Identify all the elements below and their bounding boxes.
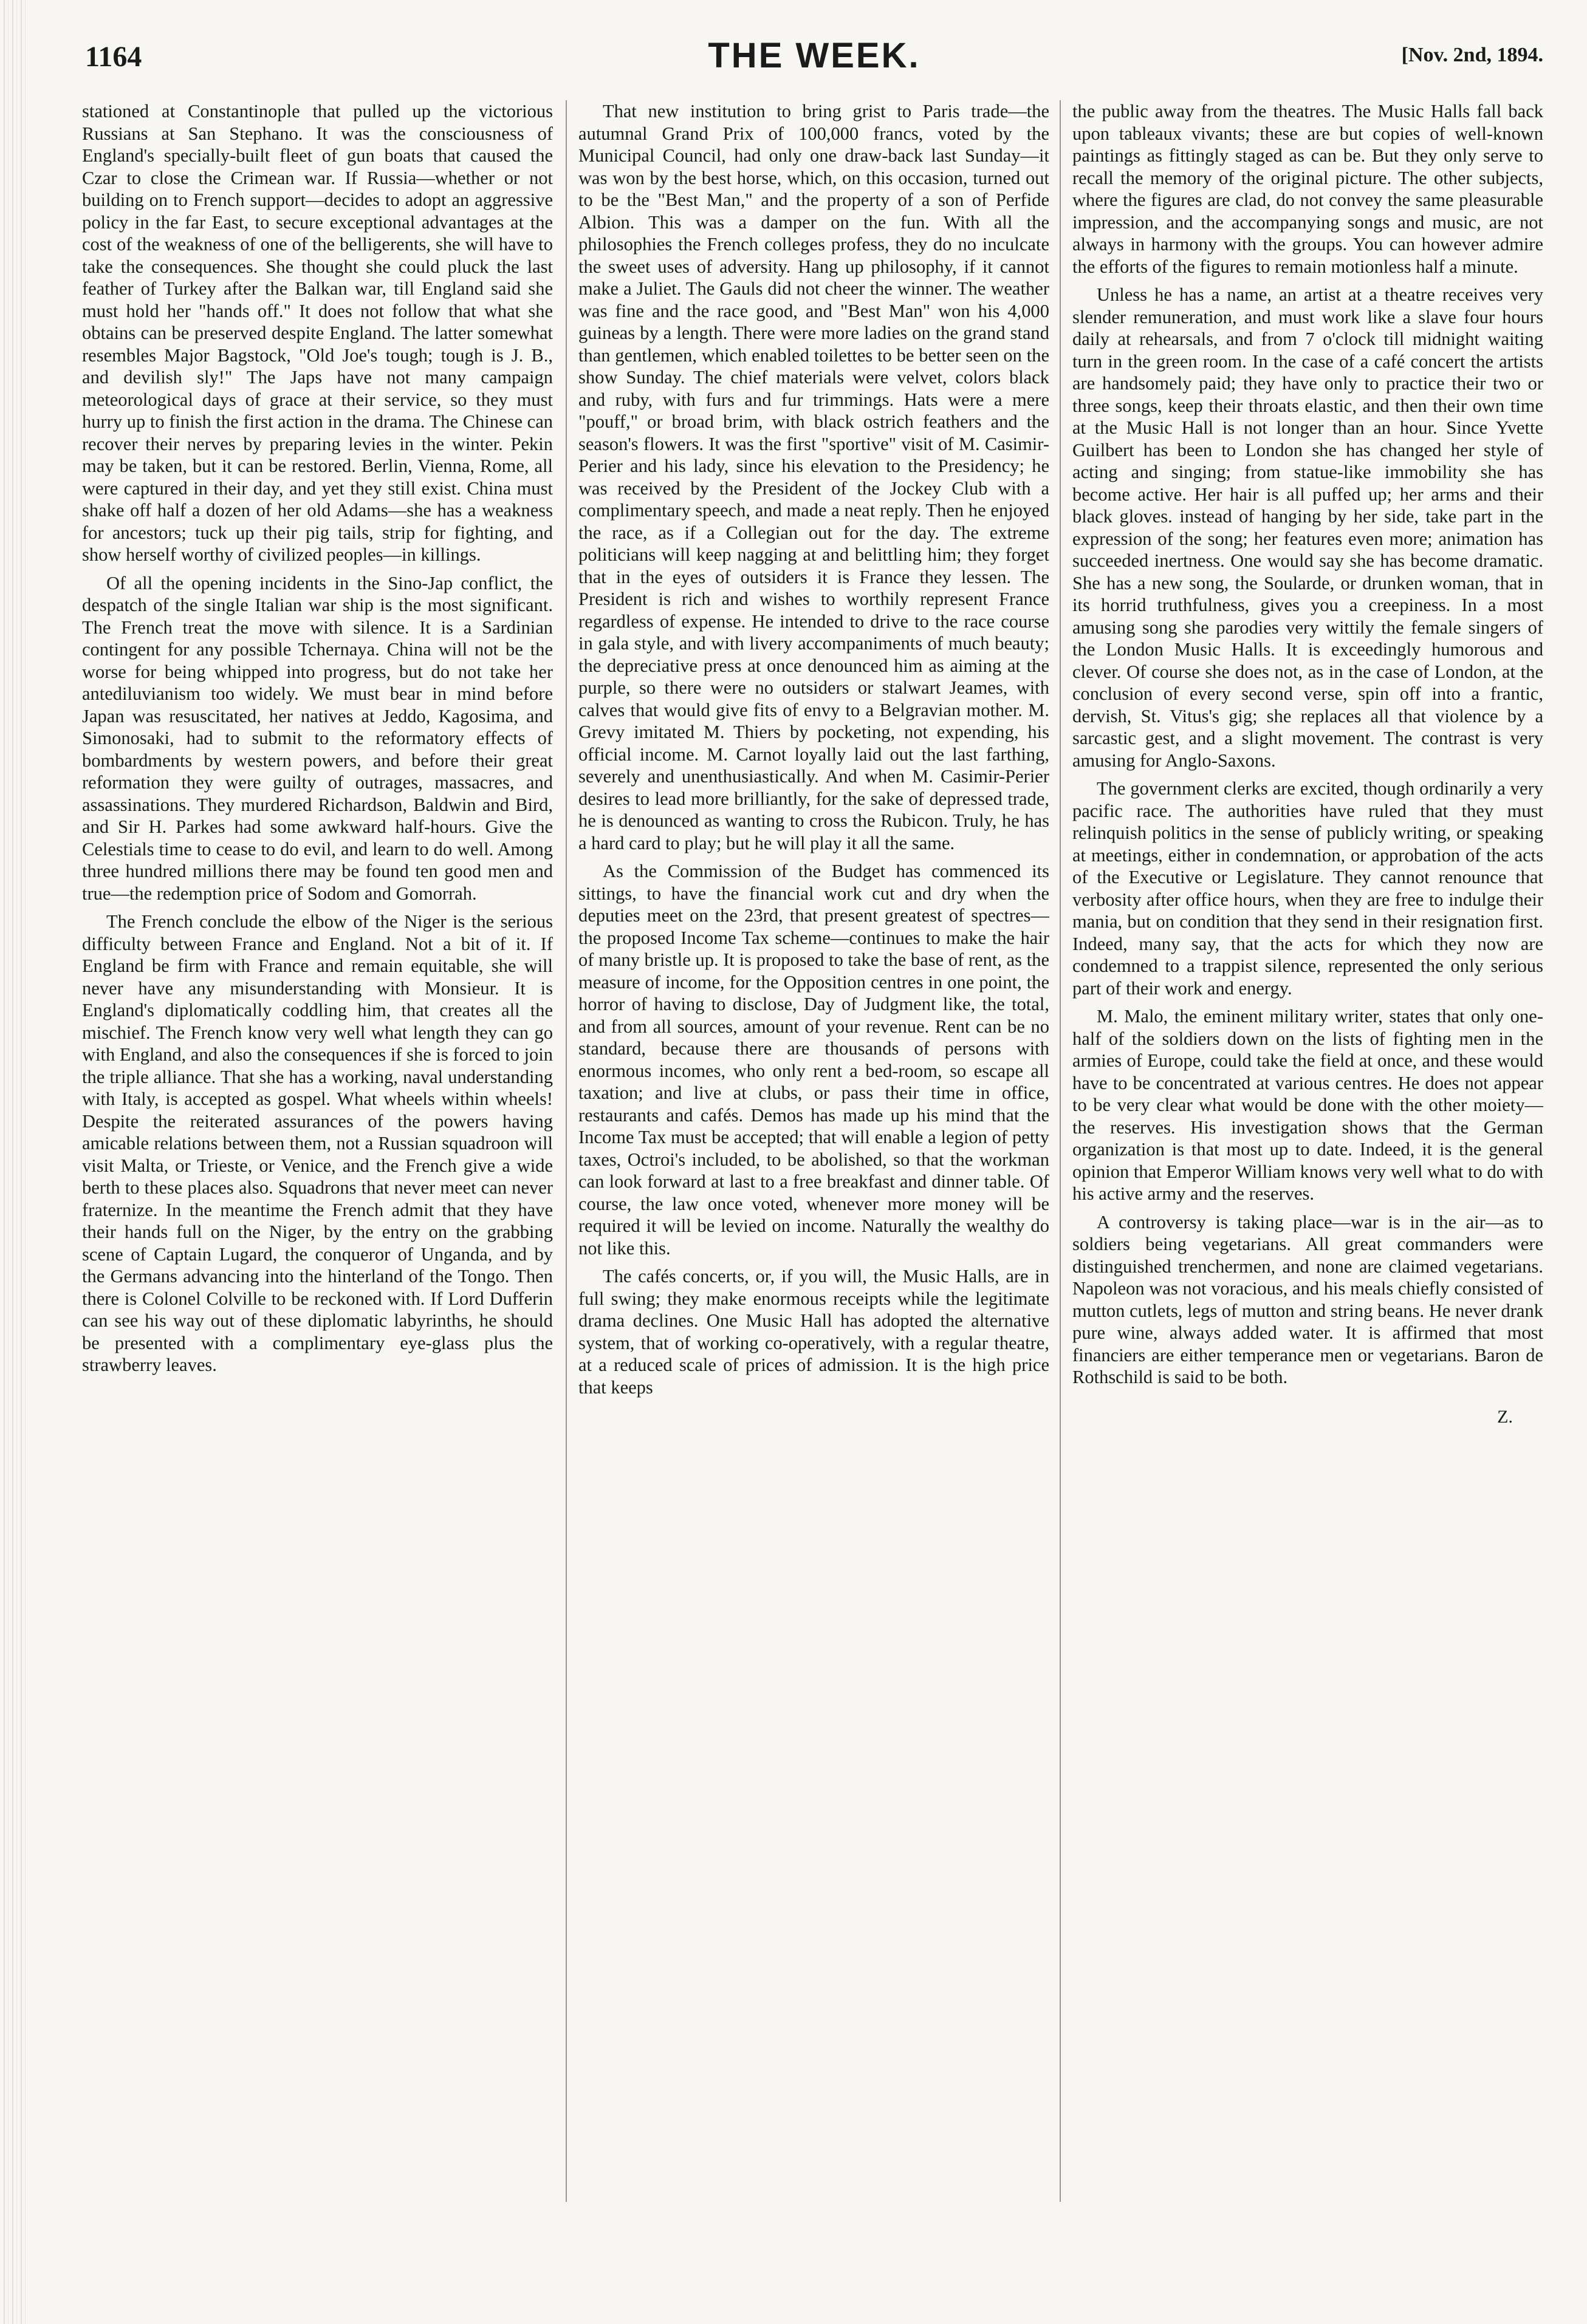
column-left [82, 100, 553, 2208]
page-header [85, 35, 1543, 90]
paragraph: stationed at Constantinople that pulled up the victorious Russians at San Stephano. It was the consciousness of England's specially-built fleet of gun boats that caused the Czar to close the Crimean war. If Russia—whether or not building on to French support—decides to adopt an aggressive policy in the far East, to secure exceptional advantages at the cost of the weakness of one of the belligerents, she will have to take the consequences. She thought she could pluck the last feather of Turkey after the Balkan war, till England said she must hold her "hands off." It does not follow that what she obtains can be preserved despite England. The latter somewhat resembles Major Bagstock, "Old Joe's tough; tough is J. B., and devilish sly!" The Japs have not many campaign meteorological days of grace at their service, so they must hurry up to finish the first action in the drama. The Chinese can recover their nerves by preparing levies in the winter. Pekin may be taken, but it can be restored. Berlin, Vienna, Rome, all were captured in their day, and yet they still exist. China must shake off half a dozen of her old Adams—she has a weakness for ancestors; tuck up their pig tails, strip for fighting, and show herself worthy of civilized peoples—in killings. [82, 101, 553, 565]
paragraph: As the Commission of the Budget has commenced its sittings, to have the financial work cut and dry when the deputies meet on the 23rd, that present greatest of spectres—the proposed Income Tax scheme—continues to make the hair of many bristle up. It is proposed to take the base of rent, as the measure of income, for the Opposition centres in one point, the horror of having to disclose, Day of Judgment like, the total, and from all sources, amount of your revenue. Rent can be no standard, because there are thousands of persons with enormous incomes, who only rent a bed-room, so escape all taxation; and live at clubs, or pass their time in office, restaurants and cafés. Demos has made up his mind that the Income Tax must be accepted; that will enable a legion of petty taxes, Octroi's included, to be abolished, so that the workman can look forward at last to a free breakfast and dinner table. Of course, the law once voted, whenever more money will be required it will be levied on income. Naturally the wealthy do not like this. [578, 861, 1049, 1259]
issue-date: [Nov. 2nd, 1894. [1401, 44, 1543, 66]
masthead-title: THE WEEK. [708, 36, 920, 75]
column-divider [566, 100, 567, 2202]
paragraph: M. Malo, the eminent military writer, states that only one-half of the soldiers down on the lists of fighting men in the armies of Europe, could take the field at once, and these would have to be concentrated at various centres. He does not appear to be very clear what would be done with the other moiety—the reserves. His investigation shows that the German organization is that most up to date. Indeed, it is the general opinion that Emperor William knows very well what to do with his active army and the reserves. [1072, 1006, 1543, 1204]
column-middle [578, 100, 1049, 2208]
page-number: 1164 [85, 41, 142, 73]
paragraph: The cafés concerts, or, if you will, the Music Halls, are in full swing; they make enormous receipts while the legitimate drama declines. One Music Hall has adopted the alternative system, that of working co-operatively, with a regular theatre, at a reduced scale of prices of admission. It is the high price that keeps [578, 1266, 1049, 1398]
paragraph: A controversy is taking place—war is in the air—as to soldiers being vegetarians. All great commanders were distinguished trenchermen, and none are claimed vegetarians. Napoleon was not voracious, and his meals chiefly consisted of mutton cutlets, legs of mutton and string beans. He never drank pure wine, always added water. It is affirmed that most financiers are either temperance men or vegetarians. Baron de Rothschild is said to be both. [1072, 1211, 1543, 1387]
column-divider [1060, 100, 1061, 2202]
article-body [82, 100, 1543, 2208]
paragraph: The government clerks are excited, though ordinarily a very pacific race. The authorities have ruled that they must relinquish politics in the sense of publicly writing, or speaking at meetings, either in condemnation, or approbation of the acts of the Executive or Legislature. They cannot renounce that verbosity after office hours, when they are free to indulge their mania, but on condition that they send in their resignation first. Indeed, many say, that the acts for which they now are condemned to a trappist silence, represented the only serious part of their work and energy. [1072, 778, 1543, 999]
column-right [1072, 100, 1543, 2208]
author-signature: Z. [1497, 1406, 1513, 1427]
paragraph: The French conclude the elbow of the Niger is the serious difficulty between France and England. Not a bit of it. If England be firm with France and remain equitable, she will never have any misunderstanding with Monsieur. It is England's diplomatically coddling him, that creates all the mischief. The French know very well what length they can go with England, and also the consequences if she is forced to join the triple alliance. That she has a working, naval understanding with Italy, is accepted as gospel. What wheels within wheels! Despite the reiterated assurances of the powers having amicable relations between them, not a Russian squadroon will visit Malta, or Trieste, or Venice, and the French give a wide berth to these places also. Squadrons that never meet can never fraternize. In the meantime the French admit that they have their hands full on the Niger, by the entry on the grabbing scene of Captain Lugard, the conqueror of Unganda, and by the Germans advancing into the hinterland of the Tongo. Then there is Colonel Colville to be reckoned with. If Lord Dufferin can see his way out of these diplomatic labyrinths, he should be presented with a complimentary eye-glass plus the strawberry leaves. [82, 911, 553, 1375]
paragraph: the public away from the theatres. The Music Halls fall back upon tableaux vivants; these are but copies of well-known paintings as fittingly staged as can be. But they only serve to recall the memory of the original picture. The other subjects, where the figures are clad, do not convey the same pleasurable impression, and the accompanying songs and music, are not always in harmony with the groups. You can however admire the efforts of the figures to remain motionless half a minute. [1072, 101, 1543, 277]
paragraph: That new institution to bring grist to Paris trade—the autumnal Grand Prix of 100,000 francs, voted by the Municipal Council, had only one draw-back last Sunday—it was won by the best horse, which, on this occasion, turned out to be the "Best Man," and the property of a son of Perfide Albion. This was a damper on the fun. With all the philosophies the French colleges profess, they do no inculcate the sweet uses of adversity. Hang up philosophy, if it cannot make a Juliet. The Gauls did not cheer the winner. The weather was fine and the race good, and "Best Man" won his 4,000 guineas by a length. There were more ladies on the grand stand than gentlemen, which enabled toilettes to be better seen on the show Sunday. The chief materials were velvet, colors black and ruby, with furs and fur trimmings. Hats were a mere "pouff," or broad brim, with black ostrich feathers and the season's flowers. It was the first "sportive" visit of M. Casimir-Perier and his lady, since his elevation to the Presidency; he was received by the President of the Jockey Club with a complimentary speech, and made a neat reply. Then he enjoyed the race, as if a Collegian out for the day. The extreme politicians will keep nagging at and belittling him; they forget that in the eyes of outsiders it is France they lessen. The President is rich and wishes to worthily represent France regardless of expense. He intended to drive to the race course in gala style, and with livery accompaniments of much beauty; the depreciative press at once denounced him as aiming at the purple, so there were no outsiders or stalwart Jeames, with calves that would give fits of envy to a Belgravian mother. M. Grevy imitated M. Thiers by pocketing, not expending, his official income. M. Carnot loyally laid out the last farthing, severely and unenthusiastically. And when M. Casimir-Perier desires to lead more brilliantly, for the sake of depressed trade, he is denounced as wanting to cross the Rubicon. Truly, he has a hard card to play; but he will play it all the same. [578, 101, 1049, 853]
paragraph: Unless he has a name, an artist at a theatre receives very slender remuneration, and must work like a slave four hours daily at rehearsals, and from 7 o'clock till midnight waiting turn in the green room. In the case of a café concert the artists are handsomely paid; they have only to practice their two or three songs, keep their throats elastic, and then their own time at the Music Hall is not longer than an hour. Since Yvette Guilbert has been to London she has changed her style of acting and singing; from statue-like immobility she has become active. Her hair is all puffed up; her arms and their black gloves. instead of hanging by her side, take part in the expression of the song; her features even more; animation has succeeded inertness. One would say she has become dramatic. She has a new song, the Soularde, or drunken woman, that in its horrid truthfulness, gives you a creepiness. In a most amusing song she parodies very wittily the female singers of the London Music Halls. It is exceedingly humorous and clever. Of course she does not, as in the case of London, at the conclusion of every second verse, spin off into a frantic, dervish, St. Vitus's gig; she replaces all that violence by a sarcastic gest, and a slight movement. The contrast is very amusing for Anglo-Saxons. [1072, 284, 1543, 771]
page-binding-edge [0, 0, 28, 2324]
paragraph: Of all the opening incidents in the Sino-Jap conflict, the despatch of the single Italian war ship is the most significant. The French treat the move with silence. It is a Sardinian contingent for any possible Tchernaya. China will not be the worse for being whipped into progress, but do not take her antediluvianism too widely. We must bear in mind before Japan was resuscitated, her natives at Jeddo, Kagosima, and Simonosaki, had to submit to the reformatory effects of bombardments by western powers, and before their great reformation they were guilty of outrages, massacres, and assassinations. They murdered Richardson, Baldwin and Bird, and Sir H. Parkes had some awkward half-hours. Give the Celestials time to cease to do evil, and learn to do well. Among three hundred millions there may be found ten good men and true—the redemption price of Sodom and Gomorrah. [82, 572, 553, 904]
